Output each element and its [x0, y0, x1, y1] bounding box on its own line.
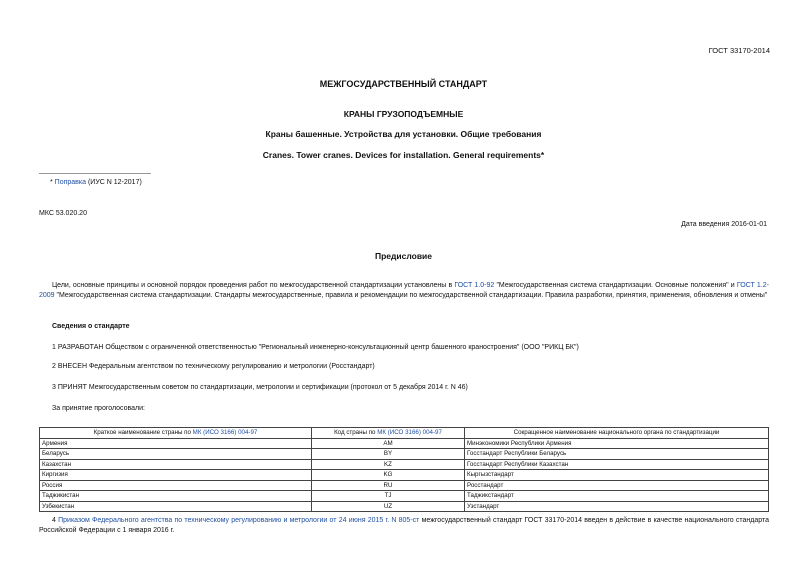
code-cell: UZ — [312, 501, 465, 512]
body-cell: Узстандарт — [465, 501, 769, 512]
gost-1-0-92-link[interactable]: ГОСТ 1.0-92 — [454, 282, 495, 289]
body-cell: Госстандарт Республики Казахстан — [465, 459, 769, 470]
footnote-divider — [39, 173, 151, 174]
header-body: Сокращенное наименование национального органа по стандартизации — [465, 428, 769, 439]
mk-iso-link[interactable]: МК (ИСО 3166) 004-97 — [377, 429, 442, 437]
code-cell: TJ — [312, 491, 465, 502]
header-country: Краткое наименование страны по МК (ИСО 3166) 004-97 — [40, 428, 312, 439]
voting-table — [39, 427, 769, 512]
body-cell: Росстандарт — [465, 480, 769, 491]
table-row — [40, 491, 769, 502]
mk-iso-link[interactable]: МК (ИСО 3166) 004-97 — [192, 429, 258, 437]
title-main: КРАНЫ ГРУЗОПОДЪЕМНЫЕ — [343, 109, 464, 119]
preface-paragraph: Цели, основные принципы и основной порядок проведения работ по межгосударственной стандартизации установлены в ГОСТ 1.0-92 "Межгосударственная система стандартизации. Основные положения" и ГОСТ 1.2-2009 "Межгосударственная система стандартизации. Стандарты межгосударственные, правила и рекомендации по межгосударственной стандартизации. Правила разработки, принятия, применения, обновления и отмены" — [39, 282, 769, 299]
title-russian: Краны башенные. Устройства для установки. Общие требования — [265, 129, 542, 139]
standard-type-heading: МЕЖГОСУДАРСТВЕННЫЙ СТАНДАРТ — [319, 79, 488, 89]
code-cell: KZ — [312, 459, 465, 470]
preface-heading: Предисловие — [374, 251, 433, 261]
code-cell: KG — [312, 470, 465, 481]
developed-by: 1 РАЗРАБОТАН Обществом с ограниченной ответственностью "Региональный инженерно-консультационный центр башенного краностроения" (ООО "РИКЦ БК") — [52, 344, 579, 351]
table-row — [40, 459, 769, 470]
standard-info-heading: Сведения о стандарте — [52, 323, 130, 330]
title-english: Cranes. Tower cranes. Devices for installation. General requirements* — [262, 150, 545, 160]
body-cell: Кыргызстандарт — [465, 470, 769, 481]
code-cell: BY — [312, 449, 465, 460]
voted-label: За принятие проголосовали: — [52, 405, 145, 412]
table-row — [40, 449, 769, 460]
gost-1-2-2009-link[interactable]: ГОСТ 1.2-2009 — [39, 282, 769, 299]
amendment-link[interactable]: Поправка — [54, 179, 87, 186]
rosstandart-order-link[interactable]: Приказом Федерального агентства по техническому регулированию и метрологии от 24 июня 2015 г. N 805-ст — [58, 517, 420, 524]
adopted-by: 3 ПРИНЯТ Межгосударственным советом по стандартизации, метрологии и сертификации (протокол от 5 декабря 2014 г. N 46) — [52, 384, 468, 391]
country-cell: Беларусь — [40, 449, 312, 460]
introduction-date: Дата введения 2016-01-01 — [681, 221, 767, 228]
table-row — [40, 501, 769, 512]
country-cell: Узбекистан — [40, 501, 312, 512]
mks-code: МКС 53.020.20 — [39, 210, 87, 217]
header-code: Код страны по МК (ИСО 3166) 004-97 — [312, 428, 465, 439]
country-cell: Киргизия — [40, 470, 312, 481]
country-cell: Армения — [40, 438, 312, 449]
document-code: ГОСТ 33170-2014 — [708, 46, 770, 55]
code-cell: AM — [312, 438, 465, 449]
table-row — [40, 470, 769, 481]
order-paragraph: 4 Приказом Федерального агентства по техническому регулированию и метрологии от 24 июня 2015 г. N 805-ст межгосударственный стандарт ГОСТ 33170-2014 введен в действие в качестве национального стандарта Российской Федерации с 1 января 2016 г. — [39, 517, 769, 534]
country-cell: Россия — [40, 480, 312, 491]
footnote: * Поправка (ИУС N 12-2017) — [50, 179, 142, 186]
country-cell: Таджикистан — [40, 491, 312, 502]
body-cell: Минэкономики Республики Армения — [465, 438, 769, 449]
submitted-by: 2 ВНЕСЕН Федеральным агентством по техническому регулированию и метрологии (Росстандарт) — [52, 363, 375, 370]
body-cell: Госстандарт Республики Беларусь — [465, 449, 769, 460]
table-row — [40, 438, 769, 449]
country-cell: Казахстан — [40, 459, 312, 470]
code-cell: RU — [312, 480, 465, 491]
body-cell: Таджикстандарт — [465, 491, 769, 502]
table-row — [40, 480, 769, 491]
table-header-row — [40, 428, 769, 439]
